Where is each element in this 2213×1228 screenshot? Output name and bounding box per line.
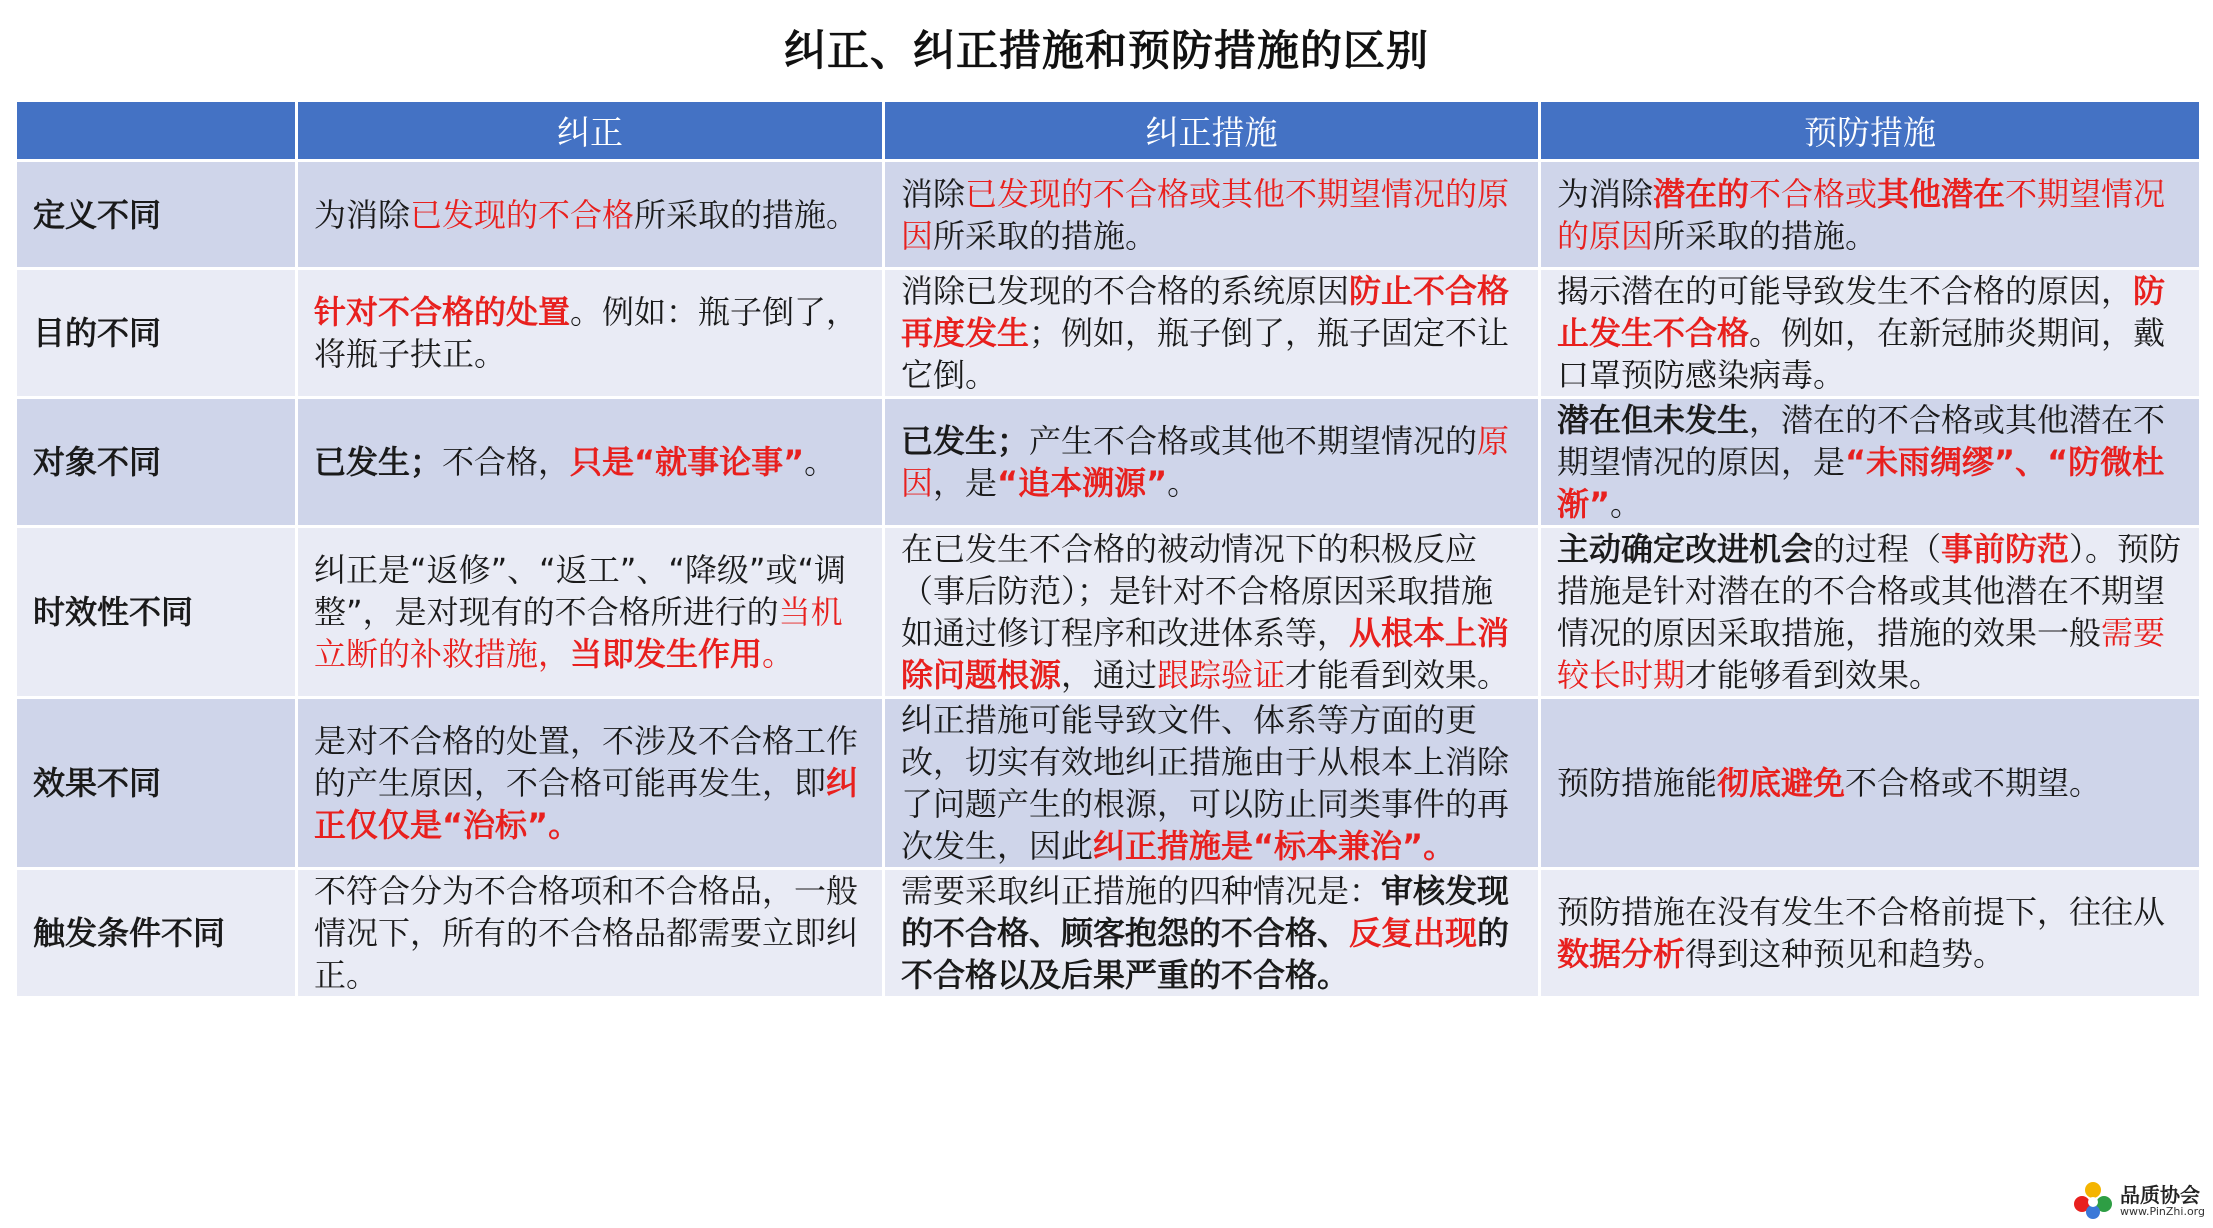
text-segment: 纠正措施可能导致文件、体系等方面的更改，切实有效地纠正措施由于从根本上消除了问题产生的根源，可以防止同类事件的再次发生，因此 (901, 701, 1510, 865)
text-segment: 得到这种预见和趋势。 (1685, 935, 2006, 973)
header-corner (16, 101, 297, 161)
table-cell (297, 269, 884, 398)
watermark-site: www.PinZhi.org (2120, 1204, 2205, 1218)
row-label: 对象不同 (16, 398, 297, 527)
text-segment: 纠正措施是“标本兼治”。 (1093, 827, 1456, 865)
text-segment: 防止发生不合格 (1557, 272, 2166, 352)
table-row (16, 527, 2201, 698)
text-segment: 不期望情况的原因 (1557, 174, 2166, 255)
text-segment: ；例如，瓶子倒了，瓶子固定不让它倒。 (901, 314, 1510, 394)
table-cell (884, 398, 1540, 527)
table-cell (1540, 398, 2201, 527)
text-segment: 纠正仅仅是“治标”。 (314, 764, 859, 844)
text-segment: 。 (1167, 464, 1200, 502)
table-cell (1540, 161, 2201, 269)
text-segment: “未雨绸缪”、“防微杜渐” (1557, 443, 2165, 523)
table-cell (884, 161, 1540, 269)
text-segment: 防止不合格再度发生 (901, 272, 1510, 352)
text-segment: “追本溯源” (997, 464, 1168, 502)
text-segment: 所采取的措施。 (933, 216, 1158, 255)
table-row (16, 161, 2201, 269)
text-segment: 彻底避免 (1717, 764, 1846, 802)
text-segment: 原因 (901, 422, 1510, 502)
table-cell (1540, 527, 2201, 698)
text-segment: 在已发生不合格的被动情况下的积极反应（事后防范）；是针对不合格原因采取措施如通过修订程序和改进体系等， (901, 530, 1494, 652)
text-segment: 所采取的措施。 (1653, 216, 1878, 255)
watermark-logo (2072, 1180, 2205, 1222)
page-title: 纠正、纠正措施和预防措施的区别 (783, 26, 1429, 75)
text-segment: 。 (762, 635, 795, 673)
table-row (16, 269, 2201, 398)
text-segment: 才能够看到效果。 (1685, 656, 1942, 694)
table-cell (1540, 869, 2201, 998)
column-header-preventive-action: 预防措施 (1540, 101, 2201, 161)
text-segment: 需要采取纠正措施的四种情况是： (901, 872, 1382, 910)
text-segment: 。例如，在新冠肺炎期间，戴口罩预防感染病毒。 (1557, 314, 2166, 394)
text-segment: 消除已发现的不合格的系统原因 (901, 272, 1350, 310)
text-segment: 的不合格以及后果严重的不合格。 (901, 914, 1510, 994)
table-cell (297, 527, 884, 698)
text-segment: 潜在但未发生 (1557, 401, 1750, 439)
text-segment: 所采取的措施。 (634, 195, 859, 234)
row-label: 效果不同 (16, 698, 297, 869)
row-label: 时效性不同 (16, 527, 297, 698)
text-segment: 预防措施在没有发生不合格前提下，往往从 (1557, 893, 2166, 931)
text-segment: 从根本上消除问题根源 (901, 614, 1510, 694)
comparison-table (14, 99, 2202, 999)
text-segment: 。例如：瓶子倒了，将瓶子扶正。 (314, 293, 859, 373)
text-segment: 产生不合格或其他不期望情况的 (1029, 422, 1478, 460)
text-segment: 的过程（ (1813, 530, 1942, 568)
text-segment: ， (538, 635, 571, 673)
text-segment: 其他潜在 (1877, 174, 2006, 213)
text-segment: 当即发生作用 (570, 635, 763, 673)
text-segment: 。 (1610, 485, 1643, 523)
text-segment: 不合格或不期望。 (1845, 764, 2102, 802)
table-cell (297, 698, 884, 869)
header-row (16, 101, 2201, 161)
text-segment: ）。预防措施是针对潜在的不合格或其他潜在不期望情况的原因采取措施，措施的效果一般 (1557, 530, 2182, 652)
text-segment: 消除 (901, 174, 966, 213)
watermark-name: 品质协会 (2120, 1182, 2200, 1207)
text-segment: ，潜在的不合格或其他潜在不期望情况的原因，是 (1557, 401, 2166, 481)
row-label: 目的不同 (16, 269, 297, 398)
table-row (16, 869, 2201, 998)
row-label: 触发条件不同 (16, 869, 297, 998)
text-segment: 数据分析 (1557, 935, 1686, 973)
text-segment: 已发生； (901, 422, 1030, 460)
text-segment: 已发生； (314, 443, 443, 481)
table-cell (1540, 269, 2201, 398)
table-cell (1540, 698, 2201, 869)
text-segment: 潜在的 (1653, 174, 1750, 213)
text-segment: 。 (804, 443, 837, 481)
text-segment: 只是“就事论事” (570, 443, 805, 481)
text-segment: 不合格， (442, 443, 571, 481)
text-segment: 事前防范 (1941, 530, 2070, 568)
text-segment: 不合格或 (1749, 174, 1878, 213)
table-row (16, 698, 2201, 869)
text-segment: 当机立断的补救措施 (314, 593, 843, 673)
text-segment: 是对不合格的处置，不涉及不合格工作的产生原因，不合格可能再发生，即 (314, 722, 859, 802)
text-segment: 已发现的不合格 (410, 195, 635, 234)
table-cell (884, 527, 1540, 698)
text-segment: 为消除 (1557, 174, 1654, 213)
table-cell (884, 698, 1540, 869)
flower-logo-icon (2072, 1180, 2114, 1222)
table-cell (884, 269, 1540, 398)
column-header-corrective-action: 纠正措施 (884, 101, 1540, 161)
table-row (16, 398, 2201, 527)
text-segment: 才能看到效果。 (1285, 656, 1510, 694)
text-segment: 为消除 (314, 195, 411, 234)
text-segment: 揭示潜在的可能导致发生不合格的原因， (1557, 272, 2134, 310)
text-segment: 审核发现的不合格、顾客抱怨的不合格、 (901, 872, 1510, 952)
text-segment: ，通过 (1061, 656, 1158, 694)
table-cell (297, 398, 884, 527)
text-segment: ，是 (933, 464, 998, 502)
text-segment: 预防措施能 (1557, 764, 1718, 802)
text-segment: 针对不合格的处置 (314, 293, 571, 331)
text-segment: 已发现的不合格或其他不期望情况的原因 (901, 174, 1510, 255)
text-segment: 跟踪验证 (1157, 656, 1286, 694)
text-segment: 不符合分为不合格项和不合格品，一般情况下，所有的不合格品都需要立即纠正。 (314, 872, 859, 994)
column-header-correction: 纠正 (297, 101, 884, 161)
text-segment: 需要较长时期 (1557, 614, 2166, 694)
text-segment: 反复出现 (1349, 914, 1478, 952)
table-cell (884, 869, 1540, 998)
table-cell (297, 869, 884, 998)
text-segment: 纠正是“返修”、“返工”、“降级”或“调整”，是对现有的不合格所进行的 (314, 551, 847, 631)
text-segment: 主动确定改进机会 (1557, 530, 1814, 568)
row-label: 定义不同 (16, 161, 297, 269)
table-cell (297, 161, 884, 269)
